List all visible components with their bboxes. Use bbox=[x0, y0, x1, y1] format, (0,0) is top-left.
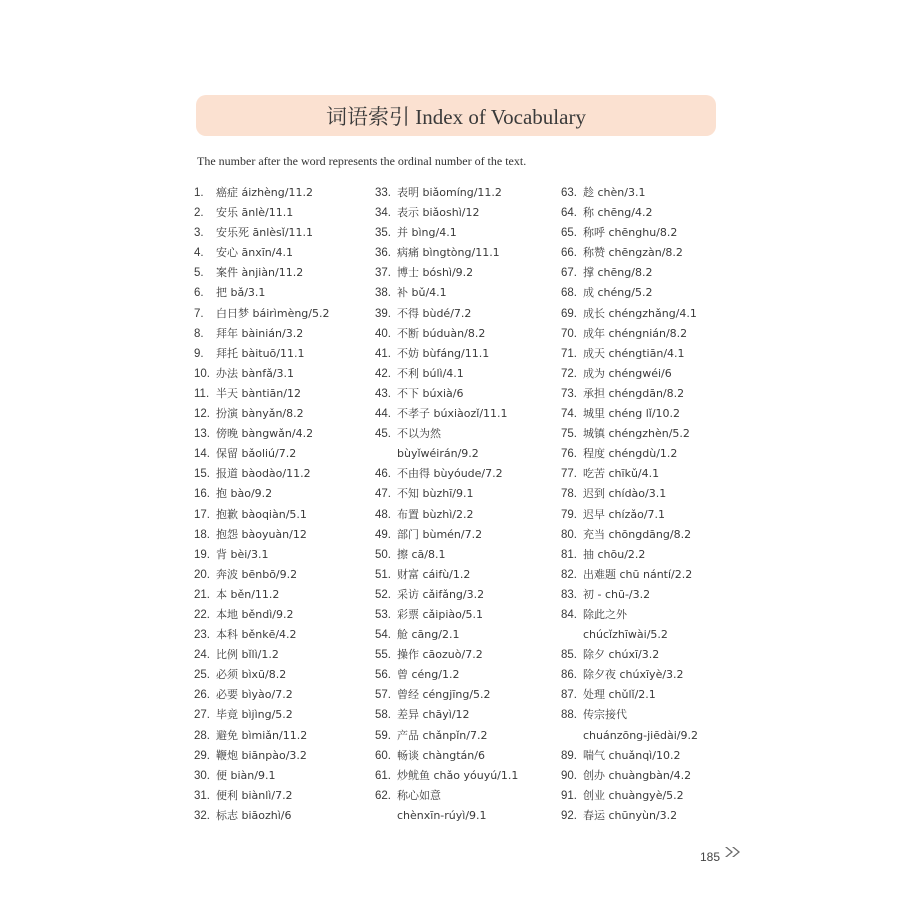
entry-text: 癌症 áizhèng/11.2 bbox=[216, 186, 313, 199]
vocab-entry bbox=[194, 282, 330, 302]
entry-text: 不得 bùdé/7.2 bbox=[397, 306, 472, 320]
vocab-entry bbox=[561, 202, 698, 222]
vocab-entry bbox=[375, 604, 518, 624]
entry-text: chúcǐzhīwài/5.2 bbox=[583, 628, 668, 642]
entry-text: 不由得 bùyóude/7.2 bbox=[397, 467, 503, 481]
entry-number: 54. bbox=[375, 629, 391, 642]
entry-number: 75. bbox=[561, 428, 577, 441]
entry-number: 53. bbox=[375, 608, 391, 621]
entry-text: 不利 búlì/4.1 bbox=[397, 366, 464, 380]
entry-number: 29. bbox=[194, 749, 210, 762]
vocab-entry bbox=[194, 202, 330, 222]
entry-text: 病痛 bìngtòng/11.1 bbox=[397, 246, 500, 260]
entry-text: 必要 bìyào/7.2 bbox=[216, 688, 293, 702]
entry-text: 不下 búxià/6 bbox=[397, 386, 464, 400]
entry-number: 5. bbox=[194, 267, 204, 280]
entry-text: 春运 chūnyùn/3.2 bbox=[583, 808, 678, 822]
vocab-entry bbox=[561, 644, 698, 664]
entry-text: 抱 bào/9.2 bbox=[216, 487, 273, 501]
vocab-entry bbox=[194, 785, 330, 805]
entry-number: 92. bbox=[561, 809, 577, 822]
entry-number: 89. bbox=[561, 749, 577, 762]
entry-text: 办法 bànfǎ/3.1 bbox=[216, 366, 295, 380]
entry-text: 本 běn/11.2 bbox=[216, 587, 280, 601]
vocab-entry bbox=[375, 524, 518, 544]
entry-text: 创业 chuàngyè/5.2 bbox=[583, 788, 684, 802]
entry-text: 趁 chèn/3.1 bbox=[583, 186, 646, 199]
entry-text: 补 bǔ/4.1 bbox=[397, 286, 447, 300]
entry-number: 43. bbox=[375, 387, 391, 400]
vocab-entry bbox=[375, 684, 518, 704]
entry-text: 博士 bóshì/9.2 bbox=[397, 266, 474, 280]
entry-number: 33. bbox=[375, 187, 391, 199]
entry-number: 73. bbox=[561, 387, 577, 400]
entry-number: 2. bbox=[194, 207, 204, 220]
entry-text: 抱怨 bàoyuàn/12 bbox=[216, 527, 307, 541]
entry-number: 50. bbox=[375, 548, 391, 561]
vocab-entry bbox=[194, 524, 330, 544]
entry-text: 不妨 bùfáng/11.1 bbox=[397, 346, 490, 360]
entry-text: 避免 bìmiǎn/11.2 bbox=[216, 728, 308, 742]
entry-text: 拜年 bàinián/3.2 bbox=[216, 326, 304, 340]
entry-number: 69. bbox=[561, 307, 577, 320]
entry-number: 74. bbox=[561, 408, 577, 421]
vocab-entry bbox=[194, 684, 330, 704]
vocab-entry bbox=[194, 504, 330, 524]
vocab-entry bbox=[561, 604, 698, 624]
entry-number: 4. bbox=[194, 247, 204, 260]
vocab-entry bbox=[375, 363, 518, 383]
vocab-entry bbox=[375, 182, 518, 202]
entry-number: 8. bbox=[194, 327, 204, 340]
vocab-entry bbox=[194, 262, 330, 282]
entry-text: 拜托 bàituō/11.1 bbox=[216, 346, 305, 360]
vocab-entry bbox=[561, 745, 698, 765]
entry-number: 25. bbox=[194, 669, 210, 682]
vocab-column-2 bbox=[375, 182, 518, 825]
page-title: 词语索引 Index of Vocabulary bbox=[326, 104, 586, 129]
entry-text: chuánzōng-jiēdài/9.2 bbox=[583, 728, 698, 742]
entry-number: 44. bbox=[375, 408, 391, 421]
vocab-entry bbox=[375, 745, 518, 765]
entry-text: 传宗接代 bbox=[583, 708, 627, 722]
vocab-entry bbox=[194, 664, 330, 684]
entry-number: 81. bbox=[561, 548, 577, 561]
entry-text: 标志 biāozhì/6 bbox=[216, 808, 292, 822]
entry-number: 20. bbox=[194, 568, 210, 581]
entry-text: 除此之外 bbox=[583, 607, 627, 621]
index-note: The number after the word represents the ordinal number of the text. bbox=[197, 154, 527, 168]
entry-text: 差异 chāyì/12 bbox=[397, 708, 470, 722]
entry-number: 85. bbox=[561, 649, 577, 662]
entry-number: 19. bbox=[194, 548, 210, 561]
vocab-entry-continuation bbox=[561, 725, 698, 745]
entry-text: 喘气 chuǎnqì/10.2 bbox=[583, 748, 681, 762]
entry-text: 彩票 cǎipiào/5.1 bbox=[397, 607, 484, 621]
vocab-entry bbox=[561, 564, 698, 584]
entry-number: 88. bbox=[561, 709, 577, 722]
entry-text: 背 bèi/3.1 bbox=[216, 547, 269, 561]
vocab-entry bbox=[194, 704, 330, 724]
vocab-entry bbox=[194, 182, 330, 202]
vocab-entry-continuation bbox=[375, 443, 518, 463]
entry-number: 22. bbox=[194, 608, 210, 621]
entry-number: 35. bbox=[375, 227, 391, 240]
vocab-entry bbox=[194, 423, 330, 443]
vocab-entry bbox=[194, 604, 330, 624]
entry-text: 不孝子 búxiàozǐ/11.1 bbox=[397, 407, 508, 421]
vocab-column-3 bbox=[561, 182, 698, 825]
entry-number: 51. bbox=[375, 568, 391, 581]
entry-text: 除夕 chúxī/3.2 bbox=[583, 648, 660, 662]
entry-text: 采访 cǎifǎng/3.2 bbox=[397, 587, 485, 601]
entry-number: 17. bbox=[194, 508, 210, 521]
entry-number: 60. bbox=[375, 749, 391, 762]
entry-number: 62. bbox=[375, 789, 391, 802]
vocab-entry bbox=[375, 704, 518, 724]
entry-text: 畅谈 chàngtán/6 bbox=[397, 748, 485, 762]
entry-number: 86. bbox=[561, 669, 577, 682]
entry-text: 不断 búduàn/8.2 bbox=[397, 326, 486, 340]
entry-text: 布置 bùzhì/2.2 bbox=[397, 507, 474, 521]
entry-text: 奔波 bēnbō/9.2 bbox=[216, 567, 298, 581]
entry-text: 抱歉 bàoqiàn/5.1 bbox=[216, 507, 307, 521]
entry-text: 初 - chū-/3.2 bbox=[583, 587, 651, 601]
vocab-entry bbox=[375, 323, 518, 343]
vocab-entry bbox=[375, 584, 518, 604]
vocab-entry bbox=[194, 805, 330, 825]
entry-text: 处理 chǔlǐ/2.1 bbox=[583, 688, 656, 702]
entry-text: 毕竟 bìjìng/5.2 bbox=[216, 708, 293, 722]
entry-number: 83. bbox=[561, 588, 577, 601]
entry-number: 27. bbox=[194, 709, 210, 722]
entry-number: 26. bbox=[194, 689, 210, 702]
entry-number: 40. bbox=[375, 327, 391, 340]
entry-text: 成 chéng/5.2 bbox=[583, 286, 653, 300]
entry-number: 12. bbox=[194, 408, 210, 421]
vocab-entry bbox=[194, 242, 330, 262]
vocab-entry bbox=[194, 323, 330, 343]
vocab-entry bbox=[561, 303, 698, 323]
vocab-entry bbox=[375, 725, 518, 745]
vocab-entry bbox=[375, 423, 518, 443]
page-number: 185 bbox=[700, 850, 721, 864]
vocab-entry bbox=[375, 202, 518, 222]
vocab-entry bbox=[561, 664, 698, 684]
entry-text: 便 biàn/9.1 bbox=[216, 768, 276, 782]
entry-number: 63. bbox=[561, 187, 577, 199]
entry-text: 吃苦 chīkǔ/4.1 bbox=[583, 467, 660, 481]
entry-text: 表示 biǎoshì/12 bbox=[397, 206, 480, 220]
entry-text: 本科 běnkē/4.2 bbox=[216, 628, 297, 642]
vocab-entry bbox=[194, 564, 330, 584]
vocab-entry bbox=[375, 403, 518, 423]
entry-text: 成为 chéngwéi/6 bbox=[583, 366, 672, 380]
vocab-entry bbox=[561, 282, 698, 302]
vocab-entry bbox=[561, 182, 698, 202]
entry-text: 傍晚 bàngwǎn/4.2 bbox=[216, 427, 314, 441]
vocab-entry bbox=[194, 745, 330, 765]
vocab-entry bbox=[561, 704, 698, 724]
entry-text: 不知 bùzhī/9.1 bbox=[397, 487, 474, 501]
vocab-entry bbox=[375, 664, 518, 684]
entry-number: 65. bbox=[561, 227, 577, 240]
vocab-entry bbox=[194, 644, 330, 664]
vocab-entry bbox=[375, 303, 518, 323]
vocab-entry bbox=[561, 363, 698, 383]
vocab-entry-continuation bbox=[375, 805, 518, 825]
entry-number: 66. bbox=[561, 247, 577, 260]
vocab-entry bbox=[375, 644, 518, 664]
entry-number: 79. bbox=[561, 508, 577, 521]
entry-number: 14. bbox=[194, 448, 210, 461]
vocab-entry bbox=[194, 584, 330, 604]
vocab-entry bbox=[375, 383, 518, 403]
vocab-entry bbox=[561, 242, 698, 262]
entry-number: 39. bbox=[375, 307, 391, 320]
entry-text: 并 bìng/4.1 bbox=[397, 226, 457, 240]
vocab-entry bbox=[194, 725, 330, 745]
entry-text: 成天 chéngtiān/4.1 bbox=[583, 346, 685, 360]
double-chevron-right-icon bbox=[724, 846, 742, 858]
vocab-entry bbox=[561, 443, 698, 463]
entry-number: 13. bbox=[194, 428, 210, 441]
entry-text: 半天 bàntiān/12 bbox=[216, 386, 301, 400]
entry-text: 称 chēng/4.2 bbox=[583, 206, 653, 220]
entry-number: 28. bbox=[194, 729, 210, 742]
vocab-entry bbox=[561, 403, 698, 423]
entry-text: 不以为然 bbox=[397, 427, 441, 441]
entry-number: 48. bbox=[375, 508, 391, 521]
vocab-entry bbox=[375, 624, 518, 644]
vocab-entry bbox=[194, 765, 330, 785]
vocab-entry bbox=[561, 584, 698, 604]
entry-text: 操作 cāozuò/7.2 bbox=[397, 648, 483, 662]
entry-text: 本地 běndì/9.2 bbox=[216, 607, 294, 621]
entry-text: 案件 ànjiàn/11.2 bbox=[216, 266, 304, 280]
entry-number: 3. bbox=[194, 227, 204, 240]
entry-number: 38. bbox=[375, 287, 391, 300]
entry-text: 表明 biǎomíng/11.2 bbox=[397, 186, 502, 199]
entry-number: 64. bbox=[561, 207, 577, 220]
entry-text: 城里 chéng lǐ/10.2 bbox=[583, 407, 681, 421]
entry-number: 82. bbox=[561, 568, 577, 581]
entry-text: 撑 chēng/8.2 bbox=[583, 266, 653, 280]
vocab-entry bbox=[561, 765, 698, 785]
vocab-column-1 bbox=[194, 182, 330, 825]
entry-text: 部门 bùmén/7.2 bbox=[397, 527, 483, 541]
entry-text: 舱 cāng/2.1 bbox=[397, 628, 460, 642]
vocab-entry bbox=[375, 222, 518, 242]
entry-text: 白日梦 báirìmèng/5.2 bbox=[216, 306, 330, 320]
entry-number: 61. bbox=[375, 769, 391, 782]
entry-text: 除夕夜 chúxīyè/3.2 bbox=[583, 668, 684, 682]
entry-text: bùyǐwéirán/9.2 bbox=[397, 447, 479, 461]
entry-number: 15. bbox=[194, 468, 210, 481]
entry-number: 16. bbox=[194, 488, 210, 501]
vocab-entry bbox=[375, 343, 518, 363]
entry-text: 创办 chuàngbàn/4.2 bbox=[583, 768, 692, 782]
vocab-entry bbox=[194, 443, 330, 463]
entry-text: 曾经 céngjīng/5.2 bbox=[397, 688, 491, 702]
vocab-entry bbox=[375, 504, 518, 524]
vocab-entry bbox=[194, 403, 330, 423]
vocab-entry bbox=[561, 483, 698, 503]
entry-number: 42. bbox=[375, 367, 391, 380]
vocab-entry bbox=[375, 483, 518, 503]
entry-text: 安乐死 ānlèsǐ/11.1 bbox=[216, 226, 314, 240]
entry-number: 55. bbox=[375, 649, 391, 662]
vocab-entry bbox=[375, 765, 518, 785]
vocab-entry bbox=[561, 383, 698, 403]
entry-number: 31. bbox=[194, 789, 210, 802]
entry-text: 成年 chéngnián/8.2 bbox=[583, 326, 688, 340]
vocab-entry bbox=[375, 242, 518, 262]
entry-text: 成长 chéngzhǎng/4.1 bbox=[583, 306, 697, 320]
entry-text: 必须 bìxū/8.2 bbox=[216, 668, 287, 682]
entry-text: 产品 chǎnpǐn/7.2 bbox=[397, 728, 488, 742]
vocab-entry bbox=[194, 483, 330, 503]
entry-text: 擦 cā/8.1 bbox=[397, 547, 446, 561]
entry-text: 承担 chéngdān/8.2 bbox=[583, 386, 685, 400]
entry-number: 47. bbox=[375, 488, 391, 501]
vocab-entry bbox=[561, 262, 698, 282]
entry-number: 68. bbox=[561, 287, 577, 300]
entry-text: 程度 chéngdù/1.2 bbox=[583, 447, 678, 461]
entry-number: 71. bbox=[561, 347, 577, 360]
entry-number: 91. bbox=[561, 789, 577, 802]
entry-number: 1. bbox=[194, 187, 204, 199]
vocab-entry bbox=[375, 785, 518, 805]
entry-text: chènxīn-rúyì/9.1 bbox=[397, 808, 487, 822]
entry-number: 77. bbox=[561, 468, 577, 481]
entry-number: 34. bbox=[375, 207, 391, 220]
entry-text: 称呼 chēnghu/8.2 bbox=[583, 226, 678, 240]
vocab-entry bbox=[561, 423, 698, 443]
entry-number: 18. bbox=[194, 528, 210, 541]
entry-text: 便利 biànlì/7.2 bbox=[216, 788, 293, 802]
entry-number: 7. bbox=[194, 307, 204, 320]
vocab-entry bbox=[561, 805, 698, 825]
entry-number: 49. bbox=[375, 528, 391, 541]
entry-text: 财富 cáifù/1.2 bbox=[397, 567, 471, 581]
entry-text: 炒鱿鱼 chǎo yóuyú/1.1 bbox=[397, 768, 519, 782]
entry-text: 抽 chōu/2.2 bbox=[583, 547, 646, 561]
entry-number: 36. bbox=[375, 247, 391, 260]
entry-number: 70. bbox=[561, 327, 577, 340]
entry-number: 90. bbox=[561, 769, 577, 782]
vocab-entry bbox=[561, 544, 698, 564]
title-banner bbox=[196, 95, 716, 136]
vocab-entry bbox=[375, 463, 518, 483]
entry-number: 56. bbox=[375, 669, 391, 682]
entry-number: 76. bbox=[561, 448, 577, 461]
entry-number: 32. bbox=[194, 809, 210, 822]
entry-number: 78. bbox=[561, 488, 577, 501]
vocab-entry bbox=[561, 785, 698, 805]
entry-number: 46. bbox=[375, 468, 391, 481]
entry-text: 称心如意 bbox=[397, 788, 441, 802]
entry-text: 报道 bàodào/11.2 bbox=[216, 467, 311, 481]
entry-number: 21. bbox=[194, 588, 210, 601]
entry-number: 59. bbox=[375, 729, 391, 742]
vocab-entry bbox=[375, 564, 518, 584]
entry-number: 72. bbox=[561, 367, 577, 380]
entry-number: 58. bbox=[375, 709, 391, 722]
entry-number: 41. bbox=[375, 347, 391, 360]
entry-number: 57. bbox=[375, 689, 391, 702]
entry-text: 保留 bǎoliú/7.2 bbox=[216, 447, 297, 461]
entry-number: 80. bbox=[561, 528, 577, 541]
entry-text: 鞭炮 biānpào/3.2 bbox=[216, 748, 307, 762]
entry-number: 67. bbox=[561, 267, 577, 280]
vocab-entry bbox=[194, 463, 330, 483]
entry-text: 出难题 chū nántí/2.2 bbox=[583, 567, 693, 581]
entry-text: 迟早 chízǎo/7.1 bbox=[583, 507, 666, 521]
entry-number: 52. bbox=[375, 588, 391, 601]
vocab-entry bbox=[561, 343, 698, 363]
vocab-entry bbox=[561, 684, 698, 704]
entry-number: 30. bbox=[194, 769, 210, 782]
entry-number: 6. bbox=[194, 287, 204, 300]
entry-text: 迟到 chídào/3.1 bbox=[583, 487, 667, 501]
entry-number: 11. bbox=[194, 387, 210, 400]
entry-text: 城镇 chéngzhèn/5.2 bbox=[583, 427, 690, 441]
vocab-entry bbox=[194, 383, 330, 403]
entry-text: 曾 céng/1.2 bbox=[397, 668, 460, 682]
vocab-entry bbox=[375, 544, 518, 564]
vocab-entry bbox=[561, 323, 698, 343]
vocab-entry bbox=[375, 262, 518, 282]
entry-number: 37. bbox=[375, 267, 391, 280]
vocab-entry bbox=[375, 282, 518, 302]
entry-number: 9. bbox=[194, 347, 204, 360]
vocab-entry bbox=[194, 363, 330, 383]
vocab-entry bbox=[561, 463, 698, 483]
vocab-entry bbox=[194, 303, 330, 323]
entry-text: 扮演 bànyǎn/8.2 bbox=[216, 407, 304, 421]
vocab-entry bbox=[194, 343, 330, 363]
entry-number: 24. bbox=[194, 649, 210, 662]
entry-text: 把 bǎ/3.1 bbox=[216, 286, 266, 300]
vocab-entry bbox=[561, 504, 698, 524]
entry-text: 安心 ānxīn/4.1 bbox=[216, 246, 293, 260]
vocab-entry bbox=[561, 524, 698, 544]
vocab-entry bbox=[561, 222, 698, 242]
entry-number: 23. bbox=[194, 629, 210, 642]
vocab-entry bbox=[194, 624, 330, 644]
entry-number: 45. bbox=[375, 428, 391, 441]
entry-number: 10. bbox=[194, 367, 210, 380]
entry-text: 比例 bǐlì/1.2 bbox=[216, 648, 279, 662]
entry-number: 84. bbox=[561, 608, 577, 621]
vocab-entry-continuation bbox=[561, 624, 698, 644]
entry-number: 87. bbox=[561, 689, 577, 702]
entry-text: 称赞 chēngzàn/8.2 bbox=[583, 246, 683, 260]
vocab-entry bbox=[194, 222, 330, 242]
entry-text: 安乐 ānlè/11.1 bbox=[216, 206, 294, 220]
vocab-entry bbox=[194, 544, 330, 564]
entry-text: 充当 chōngdāng/8.2 bbox=[583, 527, 692, 541]
